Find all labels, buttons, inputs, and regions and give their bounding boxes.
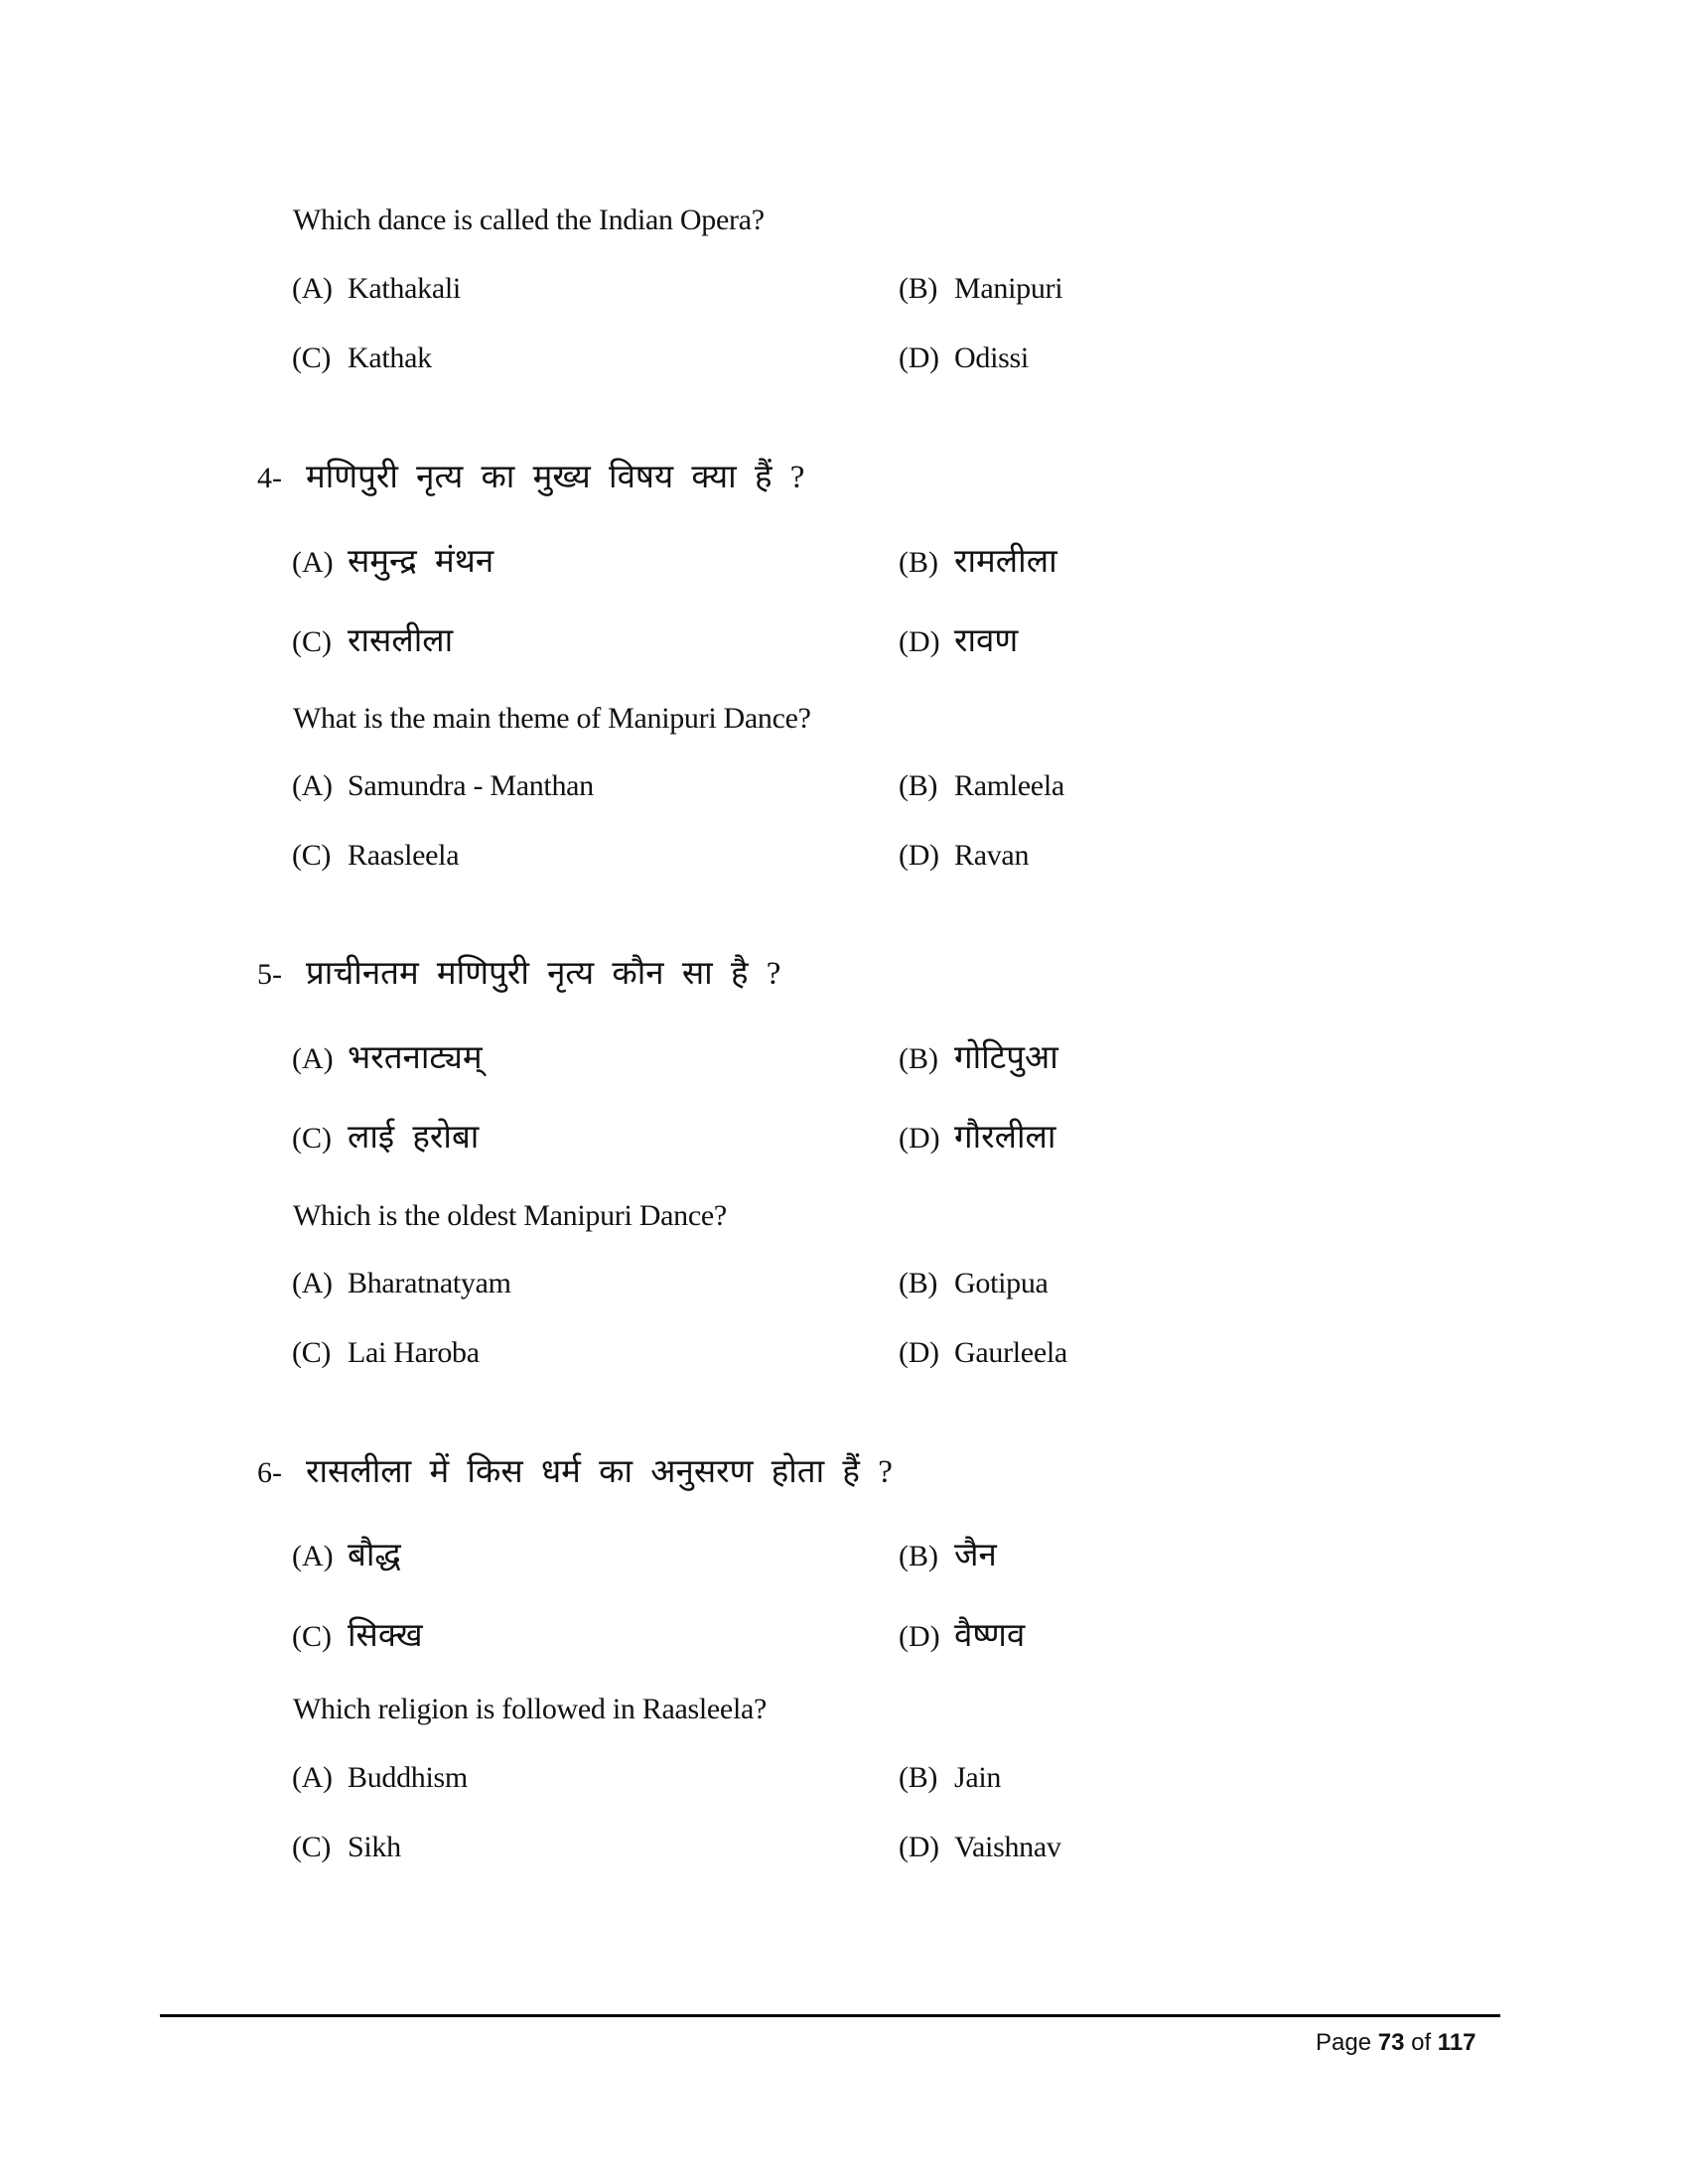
option-b	[899, 1538, 997, 1573]
option-d	[899, 1120, 1056, 1156]
option-text: Sikh	[348, 1831, 401, 1863]
page-label: Page	[1316, 2029, 1372, 2056]
option-c	[292, 1618, 423, 1654]
option-d	[899, 343, 1029, 373]
option-text: Samundra - Manthan	[348, 769, 594, 802]
option-d	[899, 1338, 1067, 1368]
option-text: Vaishnav	[954, 1831, 1061, 1863]
option-letter: (D)	[899, 839, 939, 872]
question-text: What is the main theme of Manipuri Dance?	[293, 702, 811, 735]
question-number: 4-	[257, 462, 282, 494]
option-text: Kathak	[348, 341, 432, 374]
option-letter: (D)	[899, 1620, 940, 1653]
option-letter: (C)	[292, 1620, 332, 1653]
option-b	[899, 1269, 1049, 1298]
option-d	[899, 623, 1019, 659]
question-number: 6-	[257, 1456, 282, 1489]
option-text: Ramleela	[954, 769, 1064, 802]
option-letter: (C)	[292, 625, 332, 658]
option-text: वैष्णव	[954, 1618, 1026, 1654]
option-letter: (A)	[292, 546, 334, 579]
option-letter: (A)	[292, 1042, 334, 1075]
option-letter: (A)	[292, 769, 333, 802]
option-c	[292, 1338, 480, 1368]
option-letter: (B)	[899, 769, 938, 802]
question-text: Which religion is followed in Raasleela?	[293, 1693, 768, 1725]
option-letter: (D)	[899, 1831, 939, 1863]
option-letter: (C)	[292, 839, 332, 872]
question-text: मणिपुरी नृत्य का मुख्य विषय क्या हैं ?	[306, 460, 805, 495]
option-text: रामलीला	[954, 544, 1057, 580]
option-letter: (C)	[292, 1831, 332, 1863]
option-a	[292, 1763, 468, 1793]
total-pages: 117	[1437, 2029, 1477, 2056]
question-hindi	[257, 460, 805, 495]
question-hindi	[257, 956, 781, 992]
option-c	[292, 623, 454, 659]
option-letter: (B)	[899, 546, 938, 579]
option-text: भरतनाट्यम्	[348, 1040, 483, 1076]
option-text: Gaurleela	[954, 1336, 1067, 1369]
option-text: गोटिपुआ	[954, 1040, 1058, 1076]
option-letter: (A)	[292, 1761, 333, 1794]
option-a	[292, 1269, 511, 1298]
option-text: Bharatnatyam	[348, 1267, 511, 1299]
option-b	[899, 771, 1064, 801]
option-letter: (B)	[899, 1042, 938, 1075]
option-b	[899, 1763, 1001, 1793]
option-letter: (B)	[899, 1267, 938, 1299]
option-letter: (C)	[292, 341, 332, 374]
option-text: Ravan	[954, 839, 1030, 872]
option-text: Buddhism	[348, 1761, 468, 1794]
option-text: लाई हरोबा	[348, 1120, 480, 1156]
option-d	[899, 1618, 1026, 1654]
footer-divider	[160, 2014, 1500, 2017]
option-b	[899, 544, 1057, 580]
option-a	[292, 771, 594, 801]
option-letter: (D)	[899, 341, 939, 374]
question-text: Which is the oldest Manipuri Dance?	[293, 1199, 727, 1232]
option-c	[292, 1833, 401, 1862]
option-letter: (D)	[899, 1122, 940, 1155]
option-letter: (C)	[292, 1122, 332, 1155]
question-text: रासलीला में किस धर्म का अनुसरण होता हैं ?	[306, 1454, 893, 1490]
option-letter: (D)	[899, 1336, 939, 1369]
option-a	[292, 274, 461, 304]
current-page: 73	[1377, 2029, 1405, 2056]
option-b	[899, 1040, 1058, 1076]
option-text: Odissi	[954, 341, 1029, 374]
option-d	[899, 1833, 1061, 1862]
question-text: Which dance is called the Indian Opera?	[293, 204, 765, 236]
option-b	[899, 274, 1062, 304]
question-text: प्राचीनतम मणिपुरी नृत्य कौन सा है ?	[306, 956, 781, 992]
option-a	[292, 544, 494, 580]
option-letter: (B)	[899, 1761, 938, 1794]
option-letter: (C)	[292, 1336, 332, 1369]
option-text: समुन्द्र मंथन	[348, 544, 494, 580]
of-label: of	[1411, 2029, 1432, 2056]
option-text: Raasleela	[348, 839, 460, 872]
option-d	[899, 841, 1029, 871]
option-c	[292, 343, 432, 373]
option-c	[292, 841, 459, 871]
option-letter: (A)	[292, 1267, 333, 1299]
question-hindi	[257, 1454, 893, 1490]
option-text: गौरलीला	[954, 1120, 1056, 1156]
option-a	[292, 1538, 401, 1573]
option-text: Gotipua	[954, 1267, 1049, 1299]
option-letter: (B)	[899, 1540, 938, 1572]
option-text: Kathakali	[348, 272, 461, 305]
option-text: बौद्ध	[348, 1538, 401, 1573]
option-text: रासलीला	[348, 623, 454, 659]
option-text: Jain	[954, 1761, 1002, 1794]
option-letter: (A)	[292, 272, 333, 305]
option-text: रावण	[954, 623, 1019, 659]
option-letter: (B)	[899, 272, 938, 305]
question-number: 5-	[257, 958, 282, 991]
option-text: सिक्ख	[348, 1618, 423, 1654]
option-letter: (A)	[292, 1540, 334, 1572]
page-number	[1316, 2029, 1477, 2057]
option-text: Manipuri	[954, 272, 1063, 305]
option-text: जैन	[954, 1538, 997, 1573]
option-a	[292, 1040, 483, 1076]
option-letter: (D)	[899, 625, 940, 658]
option-c	[292, 1120, 480, 1156]
option-text: Lai Haroba	[348, 1336, 480, 1369]
